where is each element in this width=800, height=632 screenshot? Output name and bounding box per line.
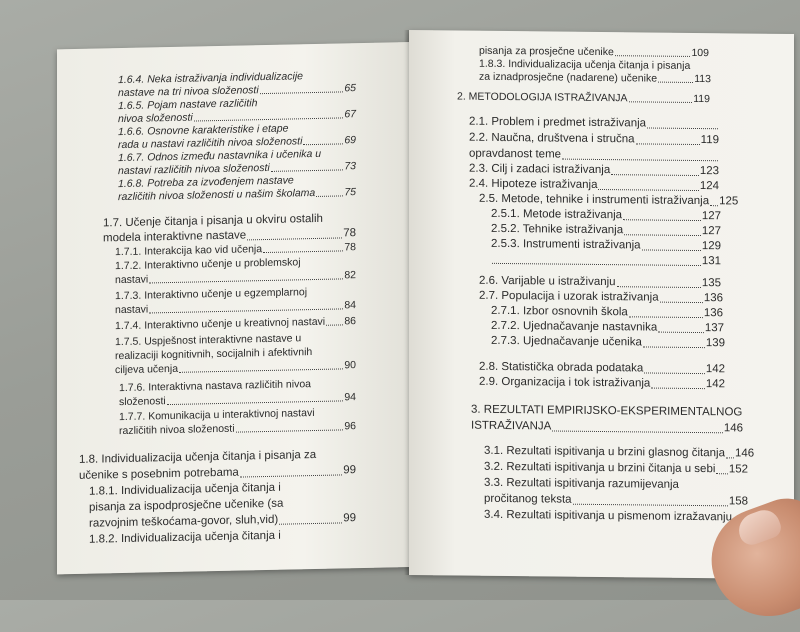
- toc-entry: nivoa složenosti 67: [118, 108, 356, 126]
- toc-entry: 2.9. Organizacija i tok istraživanja 142: [479, 375, 725, 391]
- toc-entry: različitih nivoa složenosti u našim školama 75: [118, 186, 356, 204]
- toc-entry: 2.7.3. Ujednačavanje učenika 139: [491, 334, 725, 350]
- left-page: [57, 42, 410, 574]
- toc-entry: 1.6.8. Potreba za izvođenjem nastave: [118, 174, 294, 191]
- toc-entry: 1.6.4. Neka istraživanja individualizacije: [118, 70, 304, 87]
- toc-entry: 3.1. Rezultati ispitivanja u brzini glasnog čitanja 146: [484, 444, 755, 460]
- toc-entry: 2.7. Populacija i uzorak istraživanja 136: [479, 289, 723, 305]
- toc-entry: 2. METODOLOGIJA ISTRAŽIVANJA 119: [457, 90, 710, 106]
- toc-entry: 2.5.2. Tehnike istraživanja 127: [491, 222, 721, 238]
- toc-entry: nastave na tri nivoa složenosti 65: [118, 82, 356, 100]
- toc-entry: 2.2. Naučna, društvena i stručna 119: [469, 131, 719, 147]
- toc-entry: 2.4. Hipoteze istraživanja 124: [469, 177, 719, 193]
- toc-entry: 2.5. Metode, tehnike i instrumenti istraživanja 125: [479, 192, 739, 208]
- toc-entry: 1.8.1. Individualizacija učenja čitanja i: [89, 481, 281, 498]
- toc-entry: 1.7.7. Komunikacija u interaktivnoj nastavi: [119, 406, 315, 424]
- toc-entry: 131: [491, 252, 721, 269]
- toc-entry: rada u nastavi različitih nivoa složenosti 69: [118, 134, 356, 152]
- toc-entry: 2.6. Varijable u istraživanju 135: [479, 274, 721, 290]
- toc-entry: 3. REZULTATI EMPIRIJSKO-EKSPERIMENTALNOG: [471, 403, 743, 419]
- toc-entry: 3.3. Rezultati ispitivanja razumijevanja: [484, 476, 679, 491]
- toc-entry: 2.7.1. Izbor osnovnih škola 136: [491, 304, 723, 320]
- right-toc: [409, 30, 794, 524]
- toc-entry: nastavi 84: [115, 299, 356, 317]
- toc-entry: realizaciji kognitivnih, socijalnih i afektivnih: [115, 346, 313, 363]
- toc-entry: 2.1. Problem i predmet istraživanja: [469, 115, 719, 133]
- toc-entry: učenike s posebnim potrebama 99: [79, 464, 356, 482]
- toc-entry: 1.8. Individualizacija učenja čitanja i pisanja za: [79, 448, 317, 466]
- toc-entry: 2.7.2. Ujednačavanje nastavnika 137: [491, 319, 724, 335]
- toc-entry: razvojnim teškoćama-govor, sluh,vid) 99: [89, 512, 356, 530]
- toc-entry: 2.3. Cilj i zadaci istraživanja 123: [469, 162, 719, 178]
- toc-entry: 1.7.4. Interaktivno učenje u kreativnoj nastavi 86: [115, 315, 356, 333]
- toc-entry: 1.7.3. Interaktivno učenje u egzemplarnoj: [115, 286, 308, 303]
- toc-entry: opravdanost teme: [469, 147, 719, 165]
- toc-entry: nastavi različitih nivoa složenosti 73: [118, 160, 356, 178]
- toc-entry: pisanja za ispodprosječne učenike (sa: [89, 497, 284, 514]
- toc-entry: za iznadprosječne (nadarene) učenike 113: [479, 70, 711, 86]
- toc-entry: 3.2. Rezultati ispitivanja u brzini čitanja u sebi 152: [484, 460, 748, 476]
- toc-entry: 1.6.5. Pojam nastave različitih: [118, 97, 258, 113]
- toc-entry: 2.5.3. Instrumenti istraživanja 129: [491, 237, 721, 253]
- toc-entry: nastavi 82: [115, 269, 356, 287]
- toc-entry: ISTRAŽIVANJA 146: [471, 419, 743, 435]
- toc-entry: 1.7. Učenje čitanja i pisanja u okviru ostalih: [103, 212, 323, 230]
- left-toc: [57, 42, 410, 546]
- toc-entry: 1.7.1. Interakcija kao vid učenja 78: [115, 241, 356, 259]
- toc-entry: 1.7.5. Uspješnost interaktivne nastave u: [115, 332, 302, 349]
- toc-entry: 1.8.2. Individualizacija učenja čitanja i: [89, 529, 281, 546]
- toc-entry: 2.5.1. Metode istraživanja 127: [491, 207, 721, 223]
- right-page: [409, 30, 794, 579]
- toc-entry: 1.8.3. Individualizacija učenja čitanja i pisanja: [479, 57, 691, 72]
- toc-entry: 1.6.7. Odnos između nastavnika i učenika u: [118, 147, 322, 165]
- toc-entry: modela interaktivne nastave 78: [103, 227, 356, 245]
- toc-entry: ciljeva učenja 90: [115, 359, 356, 377]
- toc-entry: 3.4. Rezultati ispitivanja u pismenom izražavanju: [484, 508, 733, 524]
- toc-entry: 2.8. Statistička obrada podataka 142: [479, 360, 725, 376]
- toc-entry: 1.7.2. Interaktivno učenje u problemskoj: [115, 256, 301, 273]
- toc-entry: 1.6.6. Osnovne karakteristike i etape: [118, 122, 289, 139]
- toc-entry: 1.7.6. Interaktivna nastava različitih nivoa: [119, 378, 312, 395]
- toc-entry: različitih nivoa složenosti 96: [119, 420, 356, 438]
- toc-entry: pisanja za prosječne učenike 109: [479, 44, 709, 60]
- toc-entry: složenosti 94: [119, 391, 356, 409]
- toc-entry: pročitanog teksta 158: [484, 492, 748, 508]
